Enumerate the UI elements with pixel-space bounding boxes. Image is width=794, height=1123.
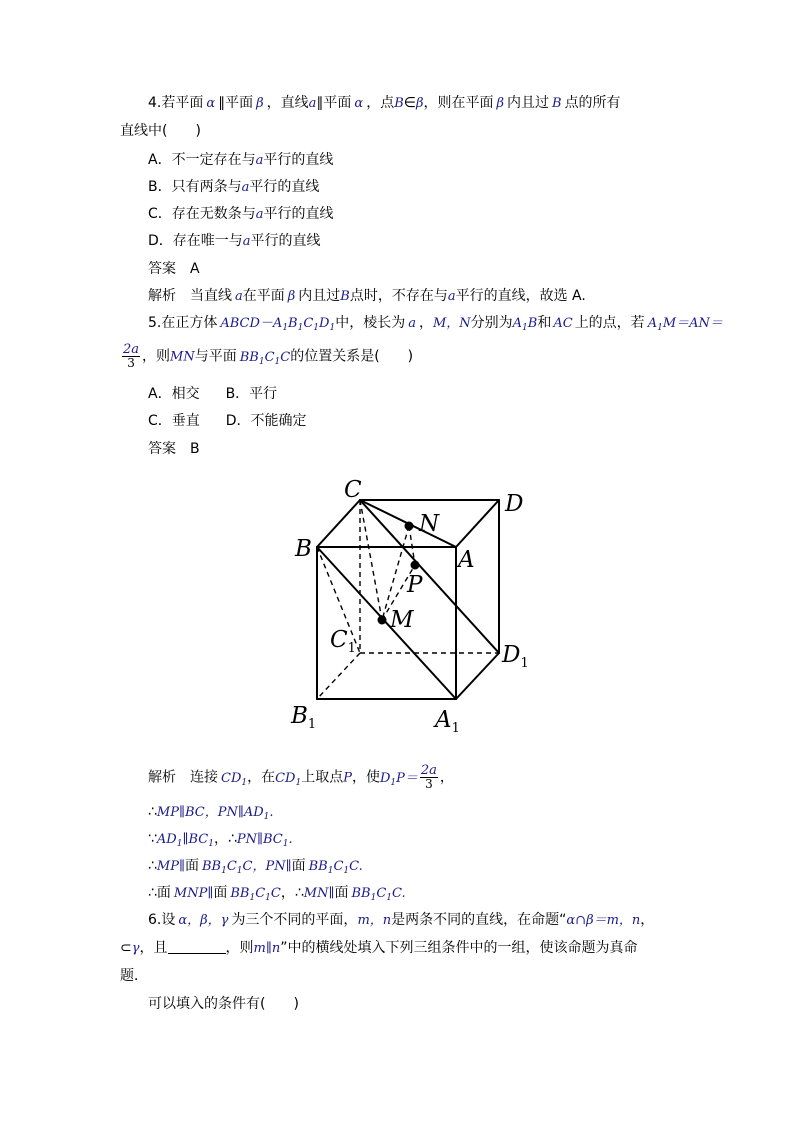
q6-stem-line1: 6.设 α，β，γ 为三个不同的平面，m，n是两条不同的直线，在命题“α∩β＝m，n， — [148, 912, 655, 928]
q4-stem-line1: 4.若平面 α ∥平面 β ，直线a∥平面 α ，点B∈β，则在平面 β 内且过 B 点的所有 — [148, 95, 621, 111]
q6-stem-line4: 可以填入的条件有( ) — [148, 996, 299, 1012]
label-m: M — [390, 607, 414, 633]
q6-stem-line2: ⊂γ，且 ，则m∥n”中的横线处填入下列三组条件中的一组，使该命题为真命 — [120, 940, 638, 956]
q5-step-4: ∴面 MNP∥面 $BB_1C_1C$，∴MN∥面 $BB_1C_1C$. — [148, 885, 406, 903]
q4-option-a: A．不一定存在与a平行的直线 — [148, 152, 334, 168]
label-a1: $A_1$ — [435, 707, 460, 736]
q4-stem-line2: 直线中( ) — [120, 123, 201, 139]
q4-analysis: 解析 当直线 a在平面 β 内且过B点时，不存在与a平行的直线，故选 A. — [148, 288, 586, 304]
label-c: C — [344, 477, 362, 503]
point-m — [378, 616, 387, 625]
q5-analysis: 解析 连接 $CD_1$，在$CD_1$上取点P，使$D_1P=$ $\frac{2a}{3}$ ， — [148, 763, 454, 791]
q4-option-b: B．只有两条与a平行的直线 — [148, 179, 320, 195]
point-n — [405, 522, 414, 531]
q5-stem-line2: $\frac{2a}{3}$ ，则MN与平面 $BB_1C_1C$的位置关系是( ) — [123, 342, 414, 370]
q6-stem-line3: 题． — [120, 968, 148, 984]
fraction: $\frac{2a}{3}$ — [420, 763, 437, 791]
label-d: D — [505, 491, 524, 517]
q5-answer: 答案 B — [148, 441, 200, 457]
q4-option-d: D．存在唯一与a平行的直线 — [148, 233, 321, 249]
q5-options-row1: A．相交 B．平行 — [148, 386, 278, 402]
q5-step-2: $\because AD_1\parallel BC_1$，$\therefore PN\parallel BC_1$. — [148, 831, 293, 849]
fill-blank — [168, 939, 226, 954]
point-p — [411, 561, 420, 570]
q5-options-row2: C．垂直 D．不能确定 — [148, 413, 307, 429]
label-b: B — [295, 536, 312, 562]
label-n: N — [419, 511, 440, 537]
q5-step-3: ∴MP∥面 $BB_1C_1C$，PN∥面 $BB_1C_1C$. — [148, 858, 363, 876]
label-a: A — [458, 547, 475, 573]
label-b1: $B_1$ — [291, 703, 317, 732]
q4-option-c: C．存在无数条与a平行的直线 — [148, 206, 334, 222]
q5-step-1: ∴MP∥BC，$PN\parallel AD_1$. — [148, 804, 274, 822]
q5-stem-line1: 5.在正方体 $ABCD-A_1B_1C_1D_1$中，棱长为 a ，M，N分别为$A_1B$和 AC 上的点，若 $A_1M=AN=$ — [148, 315, 723, 333]
q4-answer: 答案 A — [148, 261, 200, 277]
fraction: $\frac{2a}{3}$ — [123, 342, 140, 370]
label-c1: $C_1$ — [330, 627, 356, 656]
label-p: P — [407, 572, 423, 598]
cube-figure — [280, 467, 542, 747]
label-d1: $D_1$ — [502, 642, 529, 671]
